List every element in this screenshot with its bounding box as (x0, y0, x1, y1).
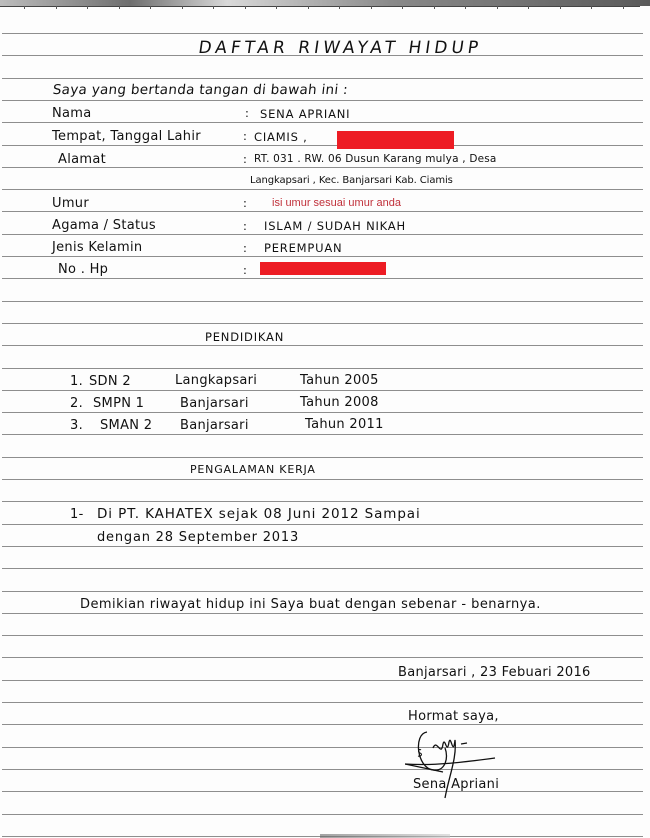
value-alamat-line1: RT. 031 . RW. 06 Dusun Karang mulya , Desa (254, 153, 497, 165)
ruled-line (2, 323, 643, 324)
colon-agama-status: : (243, 219, 248, 233)
ruled-line (2, 791, 643, 792)
ruled-line (2, 345, 643, 346)
ruled-line (2, 368, 643, 369)
top-tick (497, 6, 498, 9)
exp-num-1: 1- (70, 507, 84, 522)
top-tick (213, 6, 214, 9)
colon-nama: : (245, 106, 250, 120)
ruled-line (2, 546, 643, 547)
label-nama: Nama (52, 106, 92, 121)
edu-year-3: Tahun 2011 (305, 417, 384, 432)
ruled-line (2, 167, 643, 168)
edu-num-3: 3. (70, 418, 84, 433)
top-tick (339, 6, 340, 9)
exp-line2: dengan 28 September 2013 (97, 530, 300, 545)
education-heading: PENDIDIKAN (205, 330, 285, 344)
edu-num-2: 2. (70, 396, 84, 411)
ruled-line (2, 680, 643, 681)
ruled-line (2, 78, 643, 79)
edu-school-1: SDN 2 (89, 374, 131, 389)
page-bottom-edge (320, 834, 450, 838)
top-tick (465, 6, 466, 9)
edu-school-3: SMAN 2 (100, 418, 153, 433)
ruled-line (2, 434, 643, 435)
edu-num-1: 1. (70, 374, 84, 389)
closing-statement: Demikian riwayat hidup ini Saya buat dengan sebenar - benarnya. (80, 597, 541, 612)
edu-place-1: Langkapsari (175, 373, 258, 388)
ruled-line (2, 702, 643, 703)
top-tick (182, 6, 183, 9)
value-agama-status: ISLAM / SUDAH NIKAH (264, 219, 406, 233)
ruled-line (2, 33, 643, 34)
ruled-line (2, 100, 643, 101)
signer-name: Sena Apriani (413, 777, 500, 792)
top-tick (371, 6, 372, 9)
edu-place-3: Banjarsari (180, 418, 249, 433)
ruled-line (2, 479, 643, 480)
experience-heading: PENGALAMAN KERJA (190, 463, 316, 476)
edu-school-2: SMPN 1 (93, 396, 145, 411)
redaction-birthdate (337, 131, 454, 149)
top-tick (402, 6, 403, 9)
ruled-line (2, 189, 643, 190)
ruled-line (2, 122, 643, 123)
redaction-phone (260, 262, 386, 275)
intro-text: Saya yang bertanda tangan di bawah ini : (52, 82, 349, 98)
label-alamat: Alamat (58, 152, 106, 167)
colon-no-hp: : (243, 263, 248, 277)
ruled-line (2, 501, 643, 502)
ruled-line (2, 591, 643, 592)
top-tick (56, 6, 57, 9)
ruled-line (2, 613, 643, 614)
place-date: Banjarsari , 23 Febuari 2016 (398, 665, 591, 680)
top-tick (245, 6, 246, 9)
label-ttl: Tempat, Tanggal Lahir (52, 129, 201, 144)
edu-year-2: Tahun 2008 (300, 395, 379, 410)
value-umur-hint: isi umur sesuai umur anda (272, 197, 402, 209)
top-tick (24, 6, 25, 9)
ruled-line (2, 256, 643, 257)
top-tick (119, 6, 120, 9)
top-tick (276, 6, 277, 9)
page-top-line (0, 6, 640, 7)
value-jenis-kelamin: PEREMPUAN (264, 241, 343, 255)
ruled-line (2, 635, 643, 636)
top-tick (87, 6, 88, 9)
label-umur: Umur (52, 196, 89, 211)
top-tick (434, 6, 435, 9)
colon-jenis-kelamin: : (243, 241, 248, 255)
ruled-line (2, 747, 643, 748)
regards-text: Hormat saya, (408, 709, 499, 724)
signature-scribble (405, 728, 525, 808)
top-tick (308, 6, 309, 9)
top-tick (560, 6, 561, 9)
ruled-line (2, 278, 643, 279)
top-tick (623, 6, 624, 9)
edu-year-1: Tahun 2005 (300, 373, 379, 388)
ruled-line (2, 568, 643, 569)
ruled-line (2, 211, 643, 212)
document-title: DAFTAR RIWAYAT HIDUP (197, 38, 484, 58)
ruled-line (2, 301, 643, 302)
label-jenis-kelamin: Jenis Kelamin (52, 240, 143, 255)
ruled-line (2, 457, 643, 458)
label-agama-status: Agama / Status (52, 218, 157, 233)
ruled-line (2, 524, 643, 525)
top-tick (528, 6, 529, 9)
exp-line1: Di PT. KAHATEX sejak 08 Juni 2012 Sampai (97, 506, 421, 522)
ruled-line (2, 412, 643, 413)
edu-place-2: Banjarsari (180, 396, 249, 411)
ruled-line (2, 145, 643, 146)
label-no-hp: No . Hp (58, 262, 109, 277)
colon-umur: : (243, 196, 248, 210)
value-alamat-line2: Langkapsari , Kec. Banjarsari Kab. Ciamis (250, 175, 453, 186)
ruled-line (2, 724, 643, 725)
ruled-line (2, 390, 643, 391)
value-ttl: CIAMIS , (254, 130, 308, 144)
value-nama: SENA APRIANI (260, 107, 351, 121)
ruled-line (2, 657, 643, 658)
ruled-line (2, 234, 643, 235)
top-tick (150, 6, 151, 9)
top-tick (591, 6, 592, 9)
ruled-line (2, 769, 643, 770)
colon-ttl: : (243, 129, 248, 143)
ruled-line (2, 814, 643, 815)
colon-alamat: : (243, 152, 248, 166)
